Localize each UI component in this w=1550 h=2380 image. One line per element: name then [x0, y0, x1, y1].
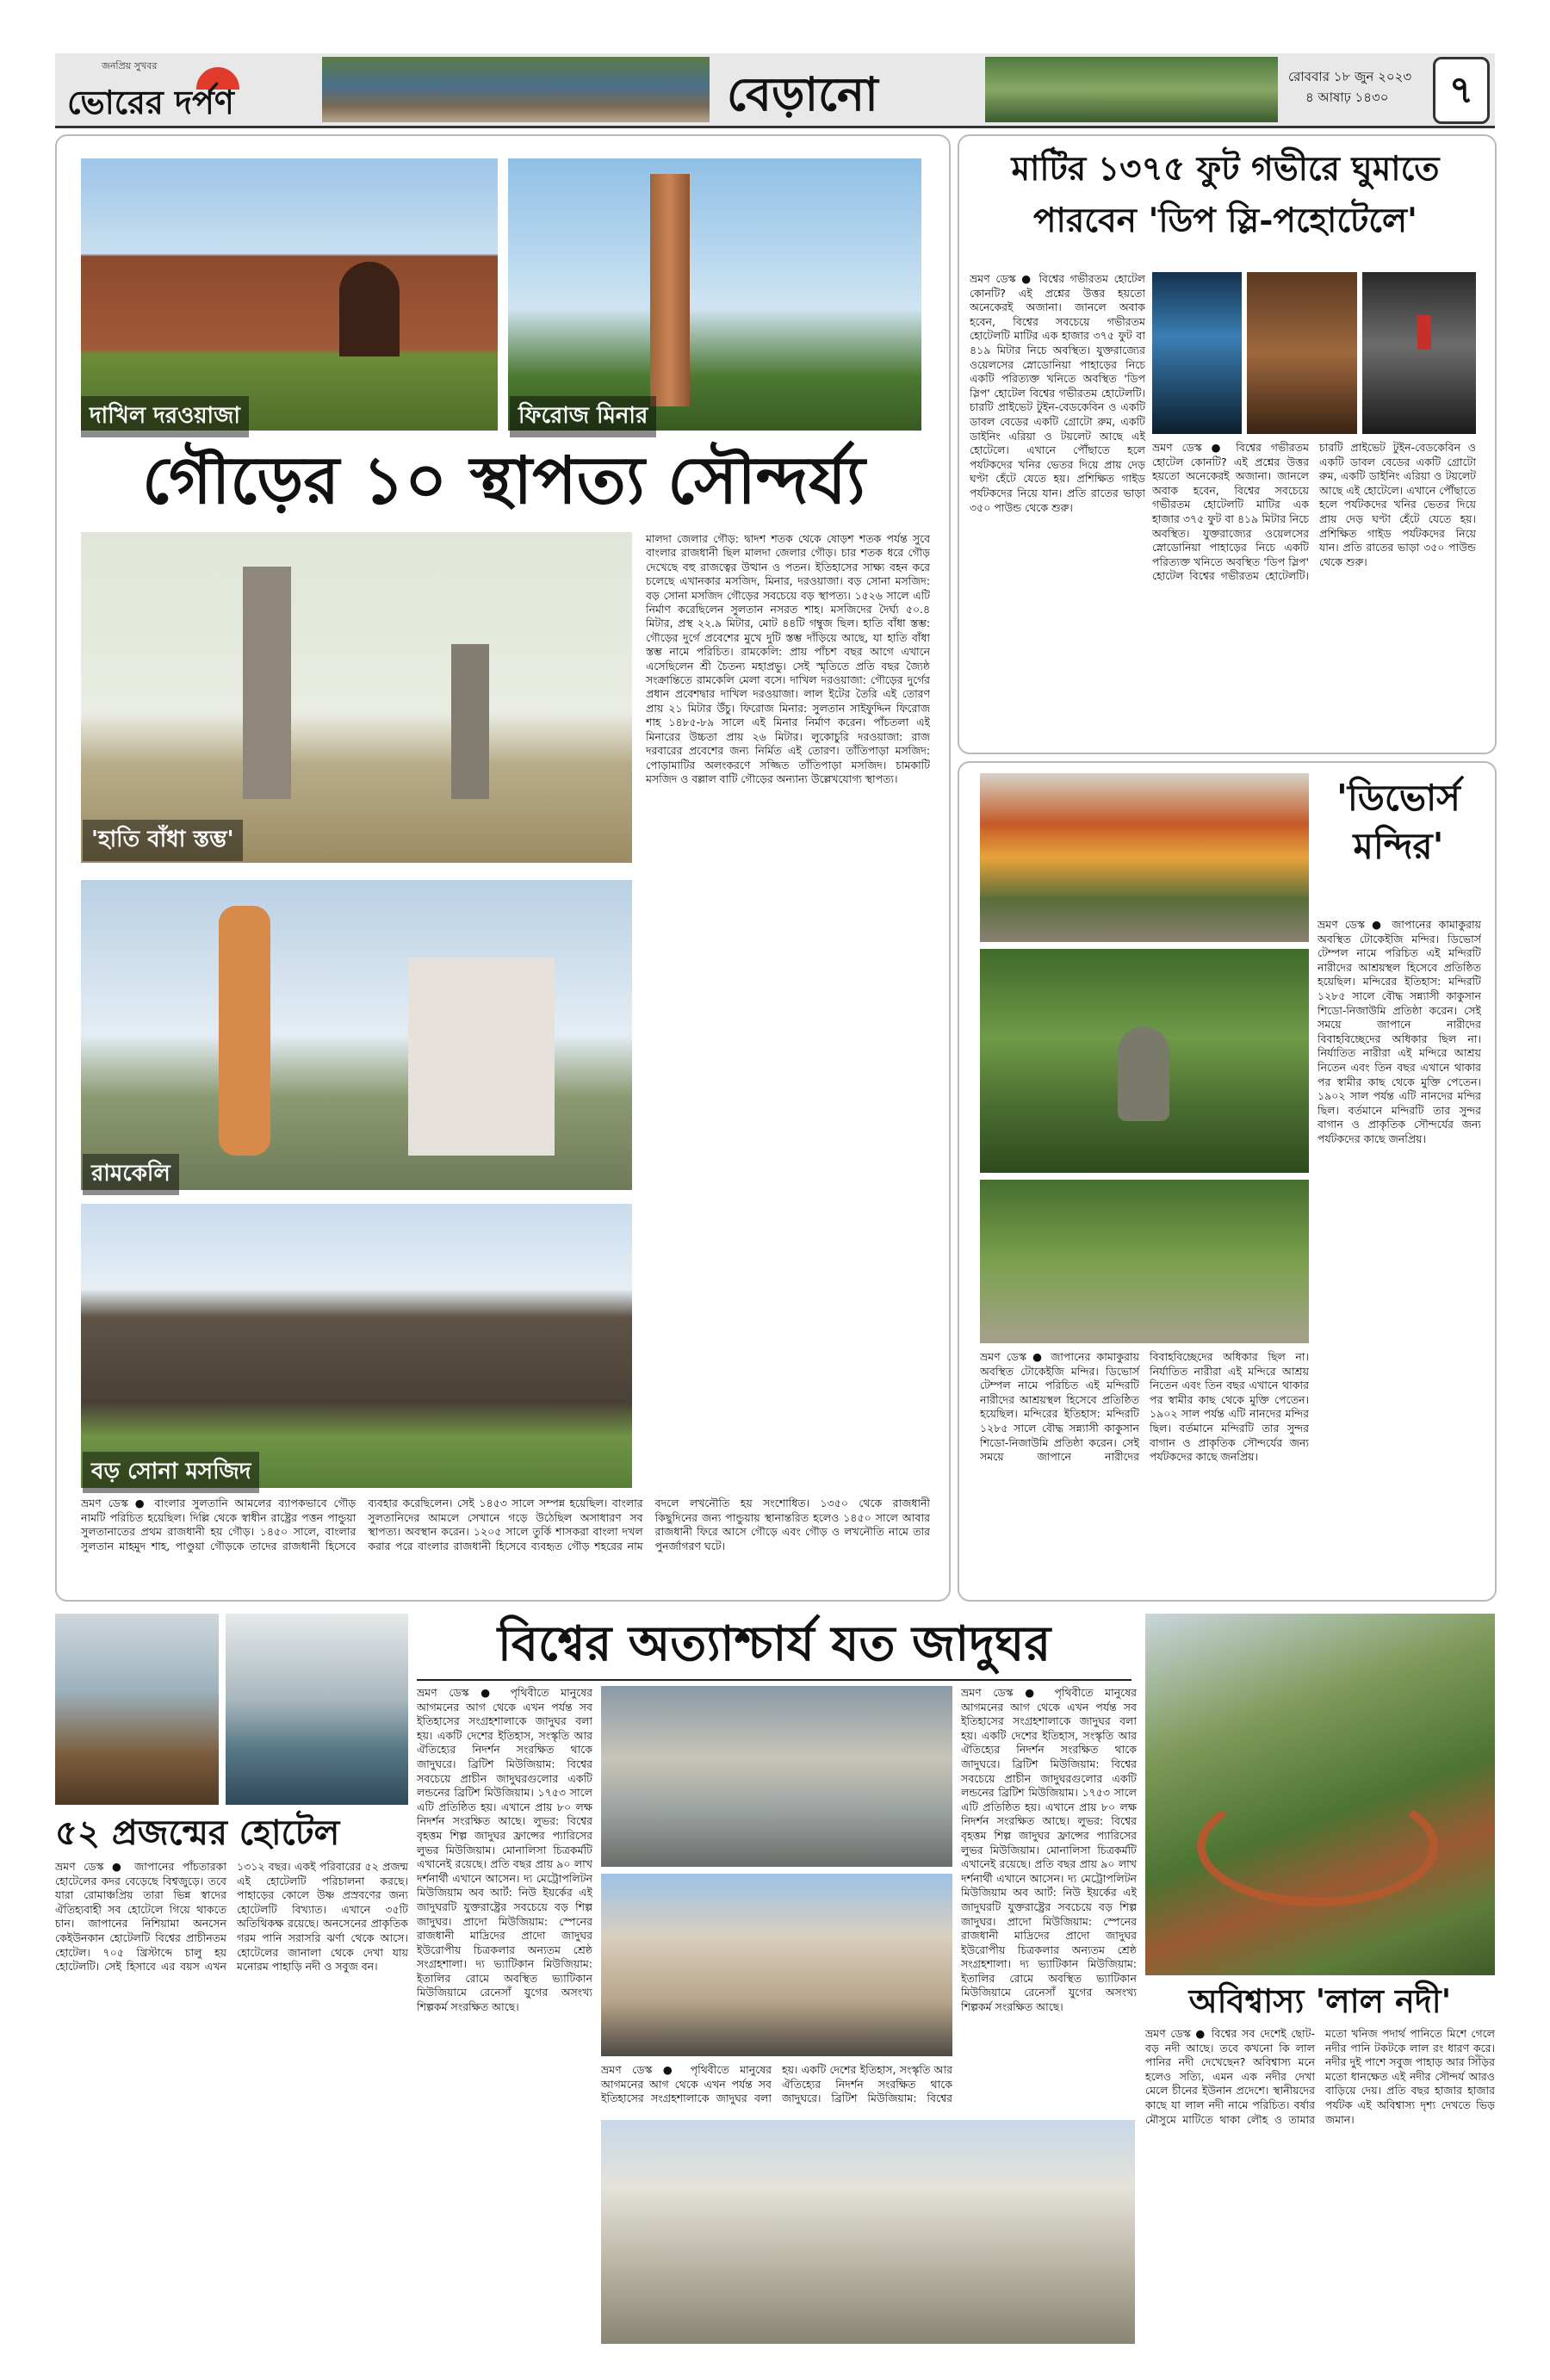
- photo-cave-climber: [1362, 272, 1476, 434]
- museum-text-right: [961, 1686, 1137, 2113]
- hotel52-text: ভ্রমণ ডেস্ক ● জাপানের পাঁচতারকা হোটেলের কদর বেড়েছে বিশ্বজুড়ে। তবে যারা রোমাঞ্চপ্রিয় তারা ভিন্ন স্বাদের ঐতিহ্যবাহী সব হোটেলে গিয়ে থাকতে চান। জাপানের নিশিয়ামা অনসেন কেইউনকান হোটেলটি বিশ্বের প্রাচীনতম হোটেল। ৭০৫ খ্রিস্টাব্দে চালু হয় হোটেলটি। সেই হিসাবে এর বয়স এখন ১৩১২ বছর। একই পরিবারের ৫২ প্রজন্ম এই হোটেলটি পরিচালনা করছে। পাহাড়ের কোলে উষ্ণ প্রস্রবণের জন্য হোটেলটি বিখ্যাত। এখানে ৩৫টি অতিথিকক্ষ রয়েছে। অনসেনের প্রাকৃতিক গরম পানি সরাসরি ঝর্ণা থেকে আসে। হোটেলের জানালা থেকে দেখা যায় মনোরম পাহাড়ি নদী ও সবুজ বন।: [55, 1860, 408, 1974]
- hotel52-headline: ৫২ প্রজন্মের হোটেল: [55, 1813, 340, 1853]
- photo-temple-autumn: [980, 773, 1309, 942]
- issue-date-bangla: ৪ আষাঢ় ১৪৩০: [1305, 90, 1389, 105]
- red-river-text: ভ্রমণ ডেস্ক ● বিশ্বের সব দেশেই ছোট-বড় নদী আছে। তবে কখনো কি লাল পানির নদী দেখেছেন? অবিশ্বাস্য মনে হলেও সত্যি, এমন এক নদীর দেখা মেলে চীনের ইউনান প্রদেশে। স্থানীয়দের কাছে যা লাল নদী নামে পরিচিত। বর্ষার মৌসুমে মাটিতে থাকা লৌহ ও তামার মতো খনিজ পদার্থ পানিতে মিশে গেলে নদীর পানি টকটকে লাল রং ধারণ করে। নদীর দুই পাশে সবুজ পাহাড় আর সিঁড়ির মতো ধানক্ষেত এই নদীর সৌন্দর্য আরও বাড়িয়ে দেয়। প্রতি বছর হাজার হাজার পর্যটক এই অবিশ্বাস্য দৃশ্য দেখতে ভিড় জমান।: [1145, 2027, 1495, 2126]
- deep-sea-continuation: ভ্রমণ ডেস্ক ● বিশ্বের গভীরতম হোটেল কোনটি? এই প্রশ্নের উত্তর হয়তো অনেকেরই অজানা। জানলে অবাক হবেন, বিশ্বের সবচেয়ে গভীরতম হোটেলটি মাটির এক হাজার ৩৭৫ ফুট বা ৪১৯ মিটার নিচে অবস্থিত। যুক্তরাজ্যের ওয়েলসের স্নোডোনিয়া পাহাড়ের নিচে একটি পরিত্যক্ত খনিতে অবস্থিত 'ডিপ স্লিপ' হোটেল বিশ্বের গভীরতম হোটেলটি। চারটি প্রাইভেট টুইন-বেডকেবিন ও একটি ডাবল বেডের একটি গ্রোটো রুম, একটি ডাইনিং এরিয়া ও টয়লেট আছে এই হোটেলে। এখানে পৌঁছাতে হলে পর্যটকদের খনির ভেতর দিয়ে প্রায় দেড় ঘণ্টা হেঁটে যেতে হয়। প্রশিক্ষিত গাইড পর্যটকদের নিয়ে যান। প্রতি রাতের ভাড়া ৩৫০ পাউন্ড থেকে শুরু।: [1152, 441, 1476, 583]
- deep-sea-headline-1: মাটির ১৩৭৫ ফুট গভীরে ঘুমাতে: [1011, 149, 1440, 189]
- museum-text-mid-continuation: ভ্রমণ ডেস্ক ● পৃথিবীতে মানুষের আগমনের আগ থেকে এখন পর্যন্ত সব ইতিহাসের সংগ্রহশালাকে জাদুঘর বলা হয়। একটি দেশের ইতিহাস, সংস্কৃতি আর ঐতিহ্যের নিদর্শন সংরক্ষিত থাকে জাদুঘরে। ব্রিটিশ মিউজিয়াম: বিশ্বের: [601, 2063, 952, 2105]
- brand-tagline: জনপ্রিয় সুখবর: [102, 60, 158, 71]
- masthead: [55, 53, 1495, 128]
- pillar-right: [451, 644, 489, 799]
- caption-ramkeli: রামকেলি: [83, 1154, 179, 1195]
- river-curve: [1197, 1786, 1438, 1906]
- photo-vatican-museum: [601, 2120, 1135, 2344]
- climber-figure: [1417, 315, 1431, 350]
- museum-text-mid: [601, 2063, 952, 2115]
- museum-text-left: ভ্রমণ ডেস্ক ● পৃথিবীতে মানুষের আগমনের আগ থেকে এখন পর্যন্ত সব ইতিহাসের সংগ্রহশালাকে জাদুঘর বলা হয়। একটি দেশের ইতিহাস, সংস্কৃতি আর ঐতিহ্যের নিদর্শন সংরক্ষিত থাকে জাদুঘরে। ব্রিটিশ মিউজিয়াম: বিশ্বের সবচেয়ে প্রাচীন জাদুঘরগুলোর একটি লন্ডনের ব্রিটিশ মিউজিয়াম। ১৭৫৩ সালে এটি প্রতিষ্ঠিত হয়। এখানে প্রায় ৮০ লক্ষ নিদর্শন সংরক্ষিত আছে। লুভর: বিশ্বের বৃহত্তম শিল্প জাদুঘর ফ্রান্সের প্যারিসের লুভর মিউজিয়াম। মোনালিসা চিত্রকর্মটি এখানেই রয়েছে। প্রতি বছর প্রায় ৯০ লাখ দর্শনার্থী এখানে আসেন। দ্য মেট্রোপলিটন মিউজিয়াম অব আর্ট: নিউ ইয়র্কের এই জাদুঘরটি যুক্তরাষ্ট্রের সবচেয়ে বড় শিল্প জাদুঘর। প্রাদো মিউজিয়াম: স্পেনের রাজধানী মাদ্রিদের প্রাদো জাদুঘর ইউরোপীয় চিত্রকলার অন্যতম শ্রেষ্ঠ সংগ্রহশালা। দ্য ভ্যাটিকান মিউজিয়াম: ইতালির রোমে অবস্থিত ভ্যাটিকান মিউজিয়ামে রেনেসাঁ যুগের অসংখ্য শিল্পকর্ম সংরক্ষিত আছে।: [417, 1686, 592, 2014]
- photo-onsen-river: [226, 1614, 408, 1805]
- photo-firoz-minar: [508, 158, 921, 431]
- issue-date: রোববার ১৮ জুন ২০২৩: [1288, 69, 1412, 84]
- minar-shape: [650, 174, 690, 406]
- photo-temple-steps: [980, 1180, 1309, 1343]
- pillar-left: [243, 567, 291, 799]
- museum-text-continuation: ভ্রমণ ডেস্ক ● পৃথিবীতে মানুষের আগমনের আগ থেকে এখন পর্যন্ত সব ইতিহাসের সংগ্রহশালাকে জাদুঘর বলা হয়। একটি দেশের ইতিহাস, সংস্কৃতি আর ঐতিহ্যের নিদর্শন সংরক্ষিত থাকে জাদুঘরে। ব্রিটিশ মিউজিয়াম: বিশ্বের সবচেয়ে প্রাচীন জাদুঘরগুলোর একটি লন্ডনের ব্রিটিশ মিউজিয়াম। ১৭৫৩ সালে এটি প্রতিষ্ঠিত হয়। এখানে প্রায় ৮০ লক্ষ নিদর্শন সংরক্ষিত আছে। লুভর: বিশ্বের বৃহত্তম শিল্প জাদুঘর ফ্রান্সের প্যারিসের লুভর মিউজিয়াম। মোনালিসা চিত্রকর্মটি এখানেই রয়েছে। প্রতি বছর প্রায় ৯০ লাখ দর্শনার্থী এখানে আসেন। দ্য মেট্রোপলিটন মিউজিয়াম অব আর্ট: নিউ ইয়র্কের এই জাদুঘরটি যুক্তরাষ্ট্রের সবচেয়ে বড় শিল্প জাদুঘর। প্রাদো মিউজিয়াম: স্পেনের রাজধানী মাদ্রিদের প্রাদো জাদুঘর ইউরোপীয় চিত্রকলার অন্যতম শ্রেষ্ঠ সংগ্রহশালা। দ্য ভ্যাটিকান মিউজিয়াম: ইতালির রোমে অবস্থিত ভ্যাটিকান মিউজিয়ামে রেনেসাঁ যুগের অসংখ্য শিল্পকর্ম সংরক্ষিত আছে।: [961, 1686, 1137, 2014]
- photo-british-museum: [601, 1686, 952, 1867]
- photo-cave-ice: [1152, 272, 1242, 434]
- photo-onsen-bath: [55, 1614, 219, 1805]
- photo-red-river: [1145, 1614, 1495, 1975]
- caption-boro-sona: বড় সোনা মসজিদ: [83, 1452, 259, 1493]
- masthead-forest-photo: [985, 57, 1278, 122]
- caption-dakhil: দাখিল দরওয়াজা: [81, 396, 249, 437]
- museum-rule: [417, 1679, 1132, 1681]
- brand-name: ভোরের দর্পণ: [67, 83, 234, 121]
- divorce-text-bottom: [980, 1350, 1309, 1590]
- photo-dakhil-darwaza: [81, 158, 498, 431]
- divorce-headline-2: মন্দির': [1353, 825, 1444, 867]
- gaur-body-text: মালদা জেলার গৌড়: দ্বাদশ শতক থেকে ষোড়শ শতক পর্যন্ত সুবে বাংলার রাজধানী ছিল মালদা জেলার গৌড়। চার শতক ধরে গৌড় দেখেছে বহু রাজত্বের উত্থান ও পতন। ইতিহাসের সাক্ষ্য বহন করে চলেছে এখানকার মসজিদ, মিনার, দরওয়াজা। বড় সোনা মসজিদ: বড় সোনা মসজিদ গৌড়ের সবচেয়ে বড় স্থাপত্য। ১৫২৬ সালে এটি নির্মাণ করেছিলেন সুলতান নসরত শাহ। মসজিদের দৈর্ঘ্য ৫০.৪ মিটার, প্রস্থ ২২.৯ মিটার, মোট ৪৪টি গম্বুজ ছিল। হাতি বাঁধা স্তম্ভ: গৌড়ের দুর্গে প্রবেশের মুখে দুটি স্তম্ভ দাঁড়িয়ে আছে, যা হাতি বাঁধা স্তম্ভ নামে পরিচিত। রামকেলি: প্রায় পাঁচশ বছর আগে এখানে এসেছিলেন শ্রী চৈতন্য মহাপ্রভু। সেই স্মৃতিতে প্রতি বছর জ্যৈষ্ঠ সংক্রান্তিতে রামকেলি মেলা বসে। দাখিল দরওয়াজা: গৌড়ের দুর্গের প্রধান প্রবেশদ্বার দাখিল দরওয়াজা। লাল ইটের তৈরি এই তোরণ প্রায় ২১ মিটার উঁচু। ফিরোজ মিনার: সুলতান সাইফুদ্দিন ফিরোজ শাহ ১৪৮৫-৮৯ সালে এই মিনার নির্মাণ করেন। পাঁচতলা এই মিনারের উচ্চতা প্রায় ২৬ মিটার। লুকোচুরি দরওয়াজা: রাজ দরবারের প্রবেশের জন্য নির্মিত এই তোরণ। তাঁতিপাড়া মসজিদ: পোড়ামাটির অলংকরণে সজ্জিত তাঁতিপাড়া মসজিদ। চামকাটি মসজিদ ও বল্লাল বাটি গৌড়ের অন্যান্য উল্লেখযোগ্য স্থাপত্য।: [646, 532, 930, 785]
- red-river-headline: অবিশ্বাস্য 'লাল নদী': [1188, 1981, 1452, 2020]
- photo-cave-bed: [1247, 272, 1357, 434]
- photo-met-museum: [601, 1874, 952, 2056]
- deep-sea-headline-2: পারবেন 'ডিপ স্লি-পহোটেলে': [1033, 201, 1417, 240]
- photo-temple-buddha: [980, 949, 1309, 1173]
- temple-shape: [408, 958, 555, 1156]
- brand-logo: [67, 59, 326, 121]
- section-title: বেড়ানো: [727, 66, 878, 121]
- gaur-bottom-text: ভ্রমণ ডেস্ক ● বাংলার সুলতানি আমলের ব্যাপকভাবে গৌড় নামটি পরিচিত হয়েছিল। দিল্লি থেকে স্বাধীন রাষ্ট্রের পত্তন পান্ডুয়া সুলতানাতের প্রথম রাজধানী হয় গৌড়। ১৪৫০ সালে, বাংলার সুলতান মাহমুদ শাহ, পাণ্ডুয়া গৌড়কে তাদের রাজধানী হিসেবে ব্যবহার করেছিলেন। সেই ১৪৫৩ সালে সম্পন্ন হয়েছিল। বাংলার সুলতানিদের আমলে সেখানে গড়ে উঠেছিল অসাধারণ সব স্থাপত্য। অবস্থান করেন। ১২০৫ সালে তুর্কি শাসকরা বাংলা দখল করার পরে বাংলার রাজধানী হিসেবে ব্যবহৃত গৌড় শহরের নাম বদলে লখনৌতি হয় সংশোধিত। ১৩৫০ থেকে রাজধানী কিছুদিনের জন্য পান্ডুয়ায় স্থানান্তরিত হলেও ১৪৫০ সালে আবার রাজধানী ফিরে আসে গৌড়ে এবং গৌড় ও লখনৌতি নামে তার পুনর্জাগরণ ঘটে।: [81, 1497, 930, 1553]
- deep-sea-text-cont: [1152, 441, 1476, 741]
- divorce-text-continuation: ভ্রমণ ডেস্ক ● জাপানের কামাকুরায় অবস্থিত টোকেইজি মন্দির। ডিভোর্স টেম্পল নামে পরিচিত এই মন্দিরটি নারীদের আশ্রয়স্থল হিসেবে প্রতিষ্ঠিত হয়েছিল। মন্দিরের ইতিহাস: মন্দিরটি ১২৮৫ সালে বৌদ্ধ সন্ন্যাসী কাকুসান শিডো-নিজাউমি প্রতিষ্ঠা করেন। সেই সময়ে জাপানে নারীদের বিবাহবিচ্ছেদের অধিকার ছিল না। নির্যাতিত নারীরা এই মন্দিরে আশ্রয় নিতেন এবং তিন বছর এখানে থাকার পর স্বামীর কাছ থেকে মুক্তি পেতেন। ১৯০২ সাল পর্যন্ত এটি নানদের মন্দির ছিল। বর্তমানে মন্দিরটি তার সুন্দর বাগান ও প্রাকৃতিক সৌন্দর্যের জন্য পর্যটকদের কাছে জনপ্রিয়।: [980, 1350, 1309, 1464]
- caption-firoz: ফিরোজ মিনার: [510, 396, 656, 437]
- deep-sea-text: ভ্রমণ ডেস্ক ● বিশ্বের গভীরতম হোটেল কোনটি? এই প্রশ্নের উত্তর হয়তো অনেকেরই অজানা। জানলে অবাক হবেন, বিশ্বের সবচেয়ে গভীরতম হোটেলটি মাটির এক হাজার ৩৭৫ ফুট বা ৪১৯ মিটার নিচে অবস্থিত। যুক্তরাজ্যের ওয়েলসের স্নোডোনিয়া পাহাড়ের নিচে একটি পরিত্যক্ত খনিতে অবস্থিত 'ডিপ স্লিপ' হোটেল বিশ্বের গভীরতম হোটেলটি। চারটি প্রাইভেট টুইন-বেডকেবিন ও একটি ডাবল বেডের একটি গ্রোটো রুম, একটি ডাইনিং এরিয়া ও টয়লেট আছে এই হোটেলে। এখানে পৌঁছাতে হলে পর্যটকদের খনির ভেতর দিয়ে প্রায় দেড় ঘণ্টা হেঁটে যেতে হয়। প্রশিক্ষিত গাইড পর্যটকদের নিয়ে যান। প্রতি রাতের ভাড়া ৩৫০ পাউন্ড থেকে শুরু।: [970, 272, 1145, 514]
- arch-shape: [339, 262, 400, 356]
- gaur-headline: গৌড়ের ১০ স্থাপত্য সৌন্দর্য্য: [142, 442, 865, 518]
- photo-hati-bandha: [81, 532, 632, 863]
- masthead-river-photo: [322, 57, 710, 122]
- divorce-headline-1: 'ডিভোর্স: [1336, 777, 1460, 819]
- caption-hati-bandha: 'হাতি বাঁধা স্তম্ভ': [83, 820, 243, 861]
- statue-shape: [219, 906, 270, 1156]
- photo-boro-sona-mosjid: [81, 1204, 632, 1488]
- buddha-statue: [1118, 1026, 1169, 1121]
- photo-ramkeli: [81, 880, 632, 1190]
- page-number: ৭: [1433, 57, 1490, 124]
- museum-headline: বিশ্বের অত্যাশ্চার্য যত জাদুঘর: [497, 1615, 1051, 1672]
- divorce-text-right: ভ্রমণ ডেস্ক ● জাপানের কামাকুরায় অবস্থিত টোকেইজি মন্দির। ডিভোর্স টেম্পল নামে পরিচিত এই মন্দিরটি নারীদের আশ্রয়স্থল হিসেবে প্রতিষ্ঠিত হয়েছিল। মন্দিরের ইতিহাস: মন্দিরটি ১২৮৫ সালে বৌদ্ধ সন্ন্যাসী কাকুসান শিডো-নিজাউমি প্রতিষ্ঠা করেন। সেই সময়ে জাপানে নারীদের বিবাহবিচ্ছেদের অধিকার ছিল না। নির্যাতিত নারীরা এই মন্দিরে আশ্রয় নিতেন এবং তিন বছর এখানে থাকার পর স্বামীর কাছ থেকে মুক্তি পেতেন। ১৯০২ সাল পর্যন্ত এটি নানদের মন্দির ছিল। বর্তমানে মন্দিরটি তার সুন্দর বাগান ও প্রাকৃতিক সৌন্দর্যের জন্য পর্যটকদের কাছে জনপ্রিয়।: [1318, 918, 1481, 1145]
